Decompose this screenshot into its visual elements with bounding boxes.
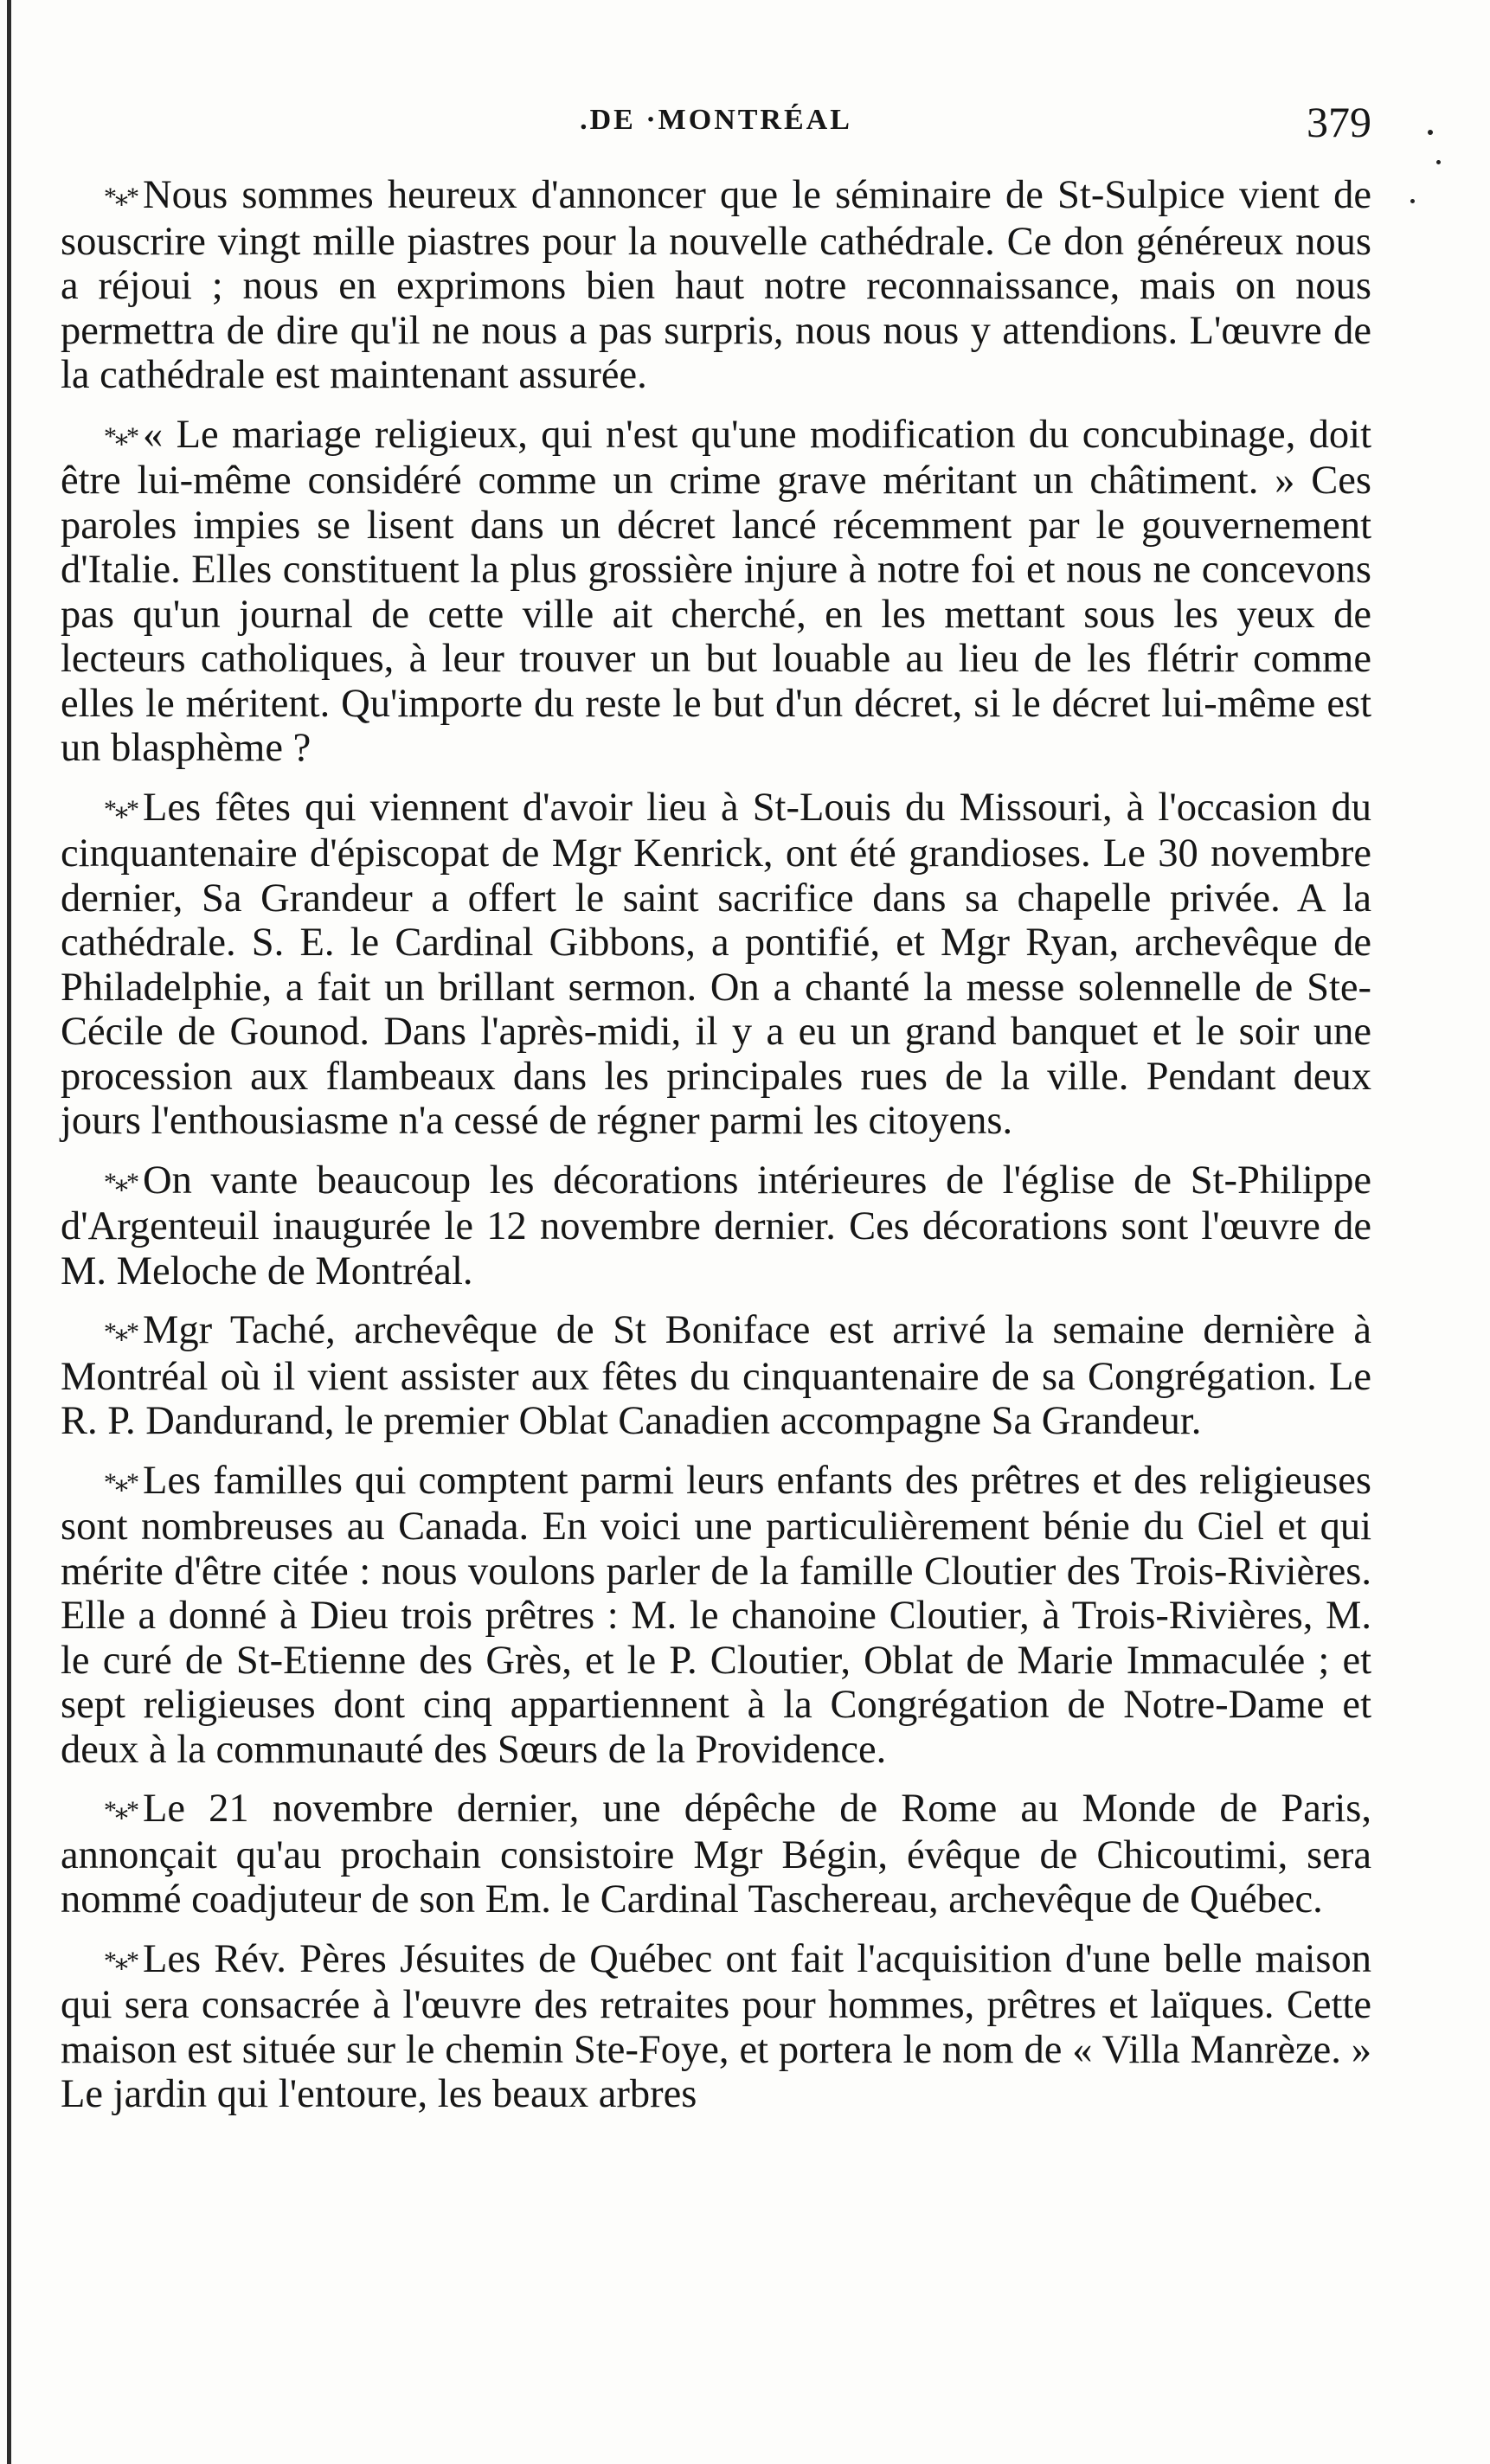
- news-item: [61, 1459, 1371, 1773]
- news-item-text: On vante beaucoup les décorations intérieures de l'église de St-Philippe d'Argenteuil inaugurée le 12 novembre dernier. Ces décorations sont l'œuvre de M. Meloche de Montréal.: [61, 1158, 1371, 1293]
- running-head: [61, 97, 1371, 149]
- asterism-icon: *⁎*: [104, 1467, 138, 1497]
- news-item: [61, 786, 1371, 1144]
- scan-speck: [1410, 199, 1415, 203]
- asterism-icon: *⁎*: [104, 183, 138, 211]
- news-item: [61, 173, 1371, 398]
- news-item-text: Les fêtes qui viennent d'avoir lieu à St-Louis du Missouri, à l'occasion du cinquantenaire d'épiscopat de Mgr Kenrick, ont été grandioses. Le 30 novembre dernier, Sa Grandeur a offert le saint sacrifice dans sa chapelle privée. A la cathédrale. S. E. le Cardinal Gibbons, a pontifié, et Mgr Ryan, archevêque de Philadelphie, a fait un brillant sermon. On a chanté la messe solennelle de Ste-Cécile de Gounod. Dans l'après-midi, il y a eu un grand banquet et le soir une procession aux flambeaux dans les principales rues de la ville. Pendant deux jours l'enthousiasme n'a cessé de régner parmi les citoyens.: [61, 785, 1371, 1143]
- news-item: [61, 1158, 1371, 1294]
- news-item-text: Le 21 novembre dernier, une dépêche de Rome au Monde de Paris, annonçait qu'au prochain consistoire Mgr Bégin, évêque de Chicoutimi, sera nommé coadjuteur de son Em. le Cardinal Taschereau, archevêque de Québec.: [61, 1787, 1371, 1922]
- asterism-icon: *⁎*: [104, 421, 138, 451]
- scan-speck: [1436, 160, 1441, 164]
- running-title: .DE ·MONTRÉAL: [580, 104, 852, 136]
- news-item-text: Les Rév. Pères Jésuites de Québec ont fait l'acquisition d'une belle maison qui sera consacrée à l'œuvre des retraites pour hommes, prêtres et laïques. Cette maison est située sur le chemin Ste-Foye, et portera le nom de « Villa Manrèze. » Le jardin qui l'entoure, les beaux arbres: [61, 1936, 1371, 2116]
- body-text: [61, 173, 1371, 2132]
- news-item: [61, 1308, 1371, 1444]
- scan-edge-line: [7, 0, 11, 2464]
- news-item-text: « Le mariage religieux, qui n'est qu'une modification du concubinage, doit être lui-même considéré comme un crime grave méritant un châtiment. » Ces paroles impies se lisent dans un décret lancé récemment par le gouvernement d'Italie. Elles constituent la plus grossière injure à notre foi et nous ne concevons pas qu'un journal de cette ville ait cherché, en les mettant sous les yeux de lecteurs catholiques, à leur trouver un but louable au lieu de les flétrir comme elles le méritent. Qu'importe du reste le but d'un décret, si le décret lui-même est un blasphème ?: [61, 412, 1371, 770]
- asterism-icon: *⁎*: [104, 1167, 138, 1197]
- news-item: [61, 1937, 1371, 2117]
- news-item: [61, 1787, 1371, 1922]
- asterism-icon: *⁎*: [104, 1946, 138, 1975]
- asterism-icon: *⁎*: [104, 1796, 138, 1825]
- news-item-text: Les familles qui comptent parmi leurs enfants des prêtres et des religieuses sont nombreuses au Canada. En voici une particulièrement bénie du Ciel et qui mérite d'être citée : nous voulons parler de la famille Cloutier des Trois-Rivières. Elle a donné à Dieu trois prêtres : M. le chanoine Cloutier, à Trois-Rivières, M. le curé de St-Etienne des Grès, et le P. Cloutier, Oblat de Marie Immaculée ; et sept religieuses dont cinq appartiennent à la Congrégation de Notre-Dame et deux à la communauté des Sœurs de la Providence.: [61, 1458, 1371, 1772]
- news-item-text: Nous sommes heureux d'annoncer que le séminaire de St-Sulpice vient de souscrire vingt mille piastres pour la nouvelle cathédrale. Ce don généreux nous a réjoui ; nous en exprimons bien haut notre reconnaissance, mais on nous permettra de dire qu'il ne nous a pas surpris, nous nous y attendions. L'œuvre de la cathédrale est maintenant assurée.: [61, 173, 1371, 397]
- news-item-text: Mgr Taché, archevêque de St Boniface est arrivé la semaine dernière à Montréal où il vient assister aux fêtes du cinquantenaire de sa Congrégation. Le R. P. Dandurand, le premier Oblat Canadien accompagne Sa Grandeur.: [61, 1308, 1371, 1443]
- page-number: 379: [1307, 98, 1371, 146]
- news-item: [61, 413, 1371, 771]
- asterism-icon: *⁎*: [104, 794, 138, 824]
- asterism-icon: *⁎*: [104, 1318, 138, 1346]
- scan-speck: [1428, 130, 1433, 135]
